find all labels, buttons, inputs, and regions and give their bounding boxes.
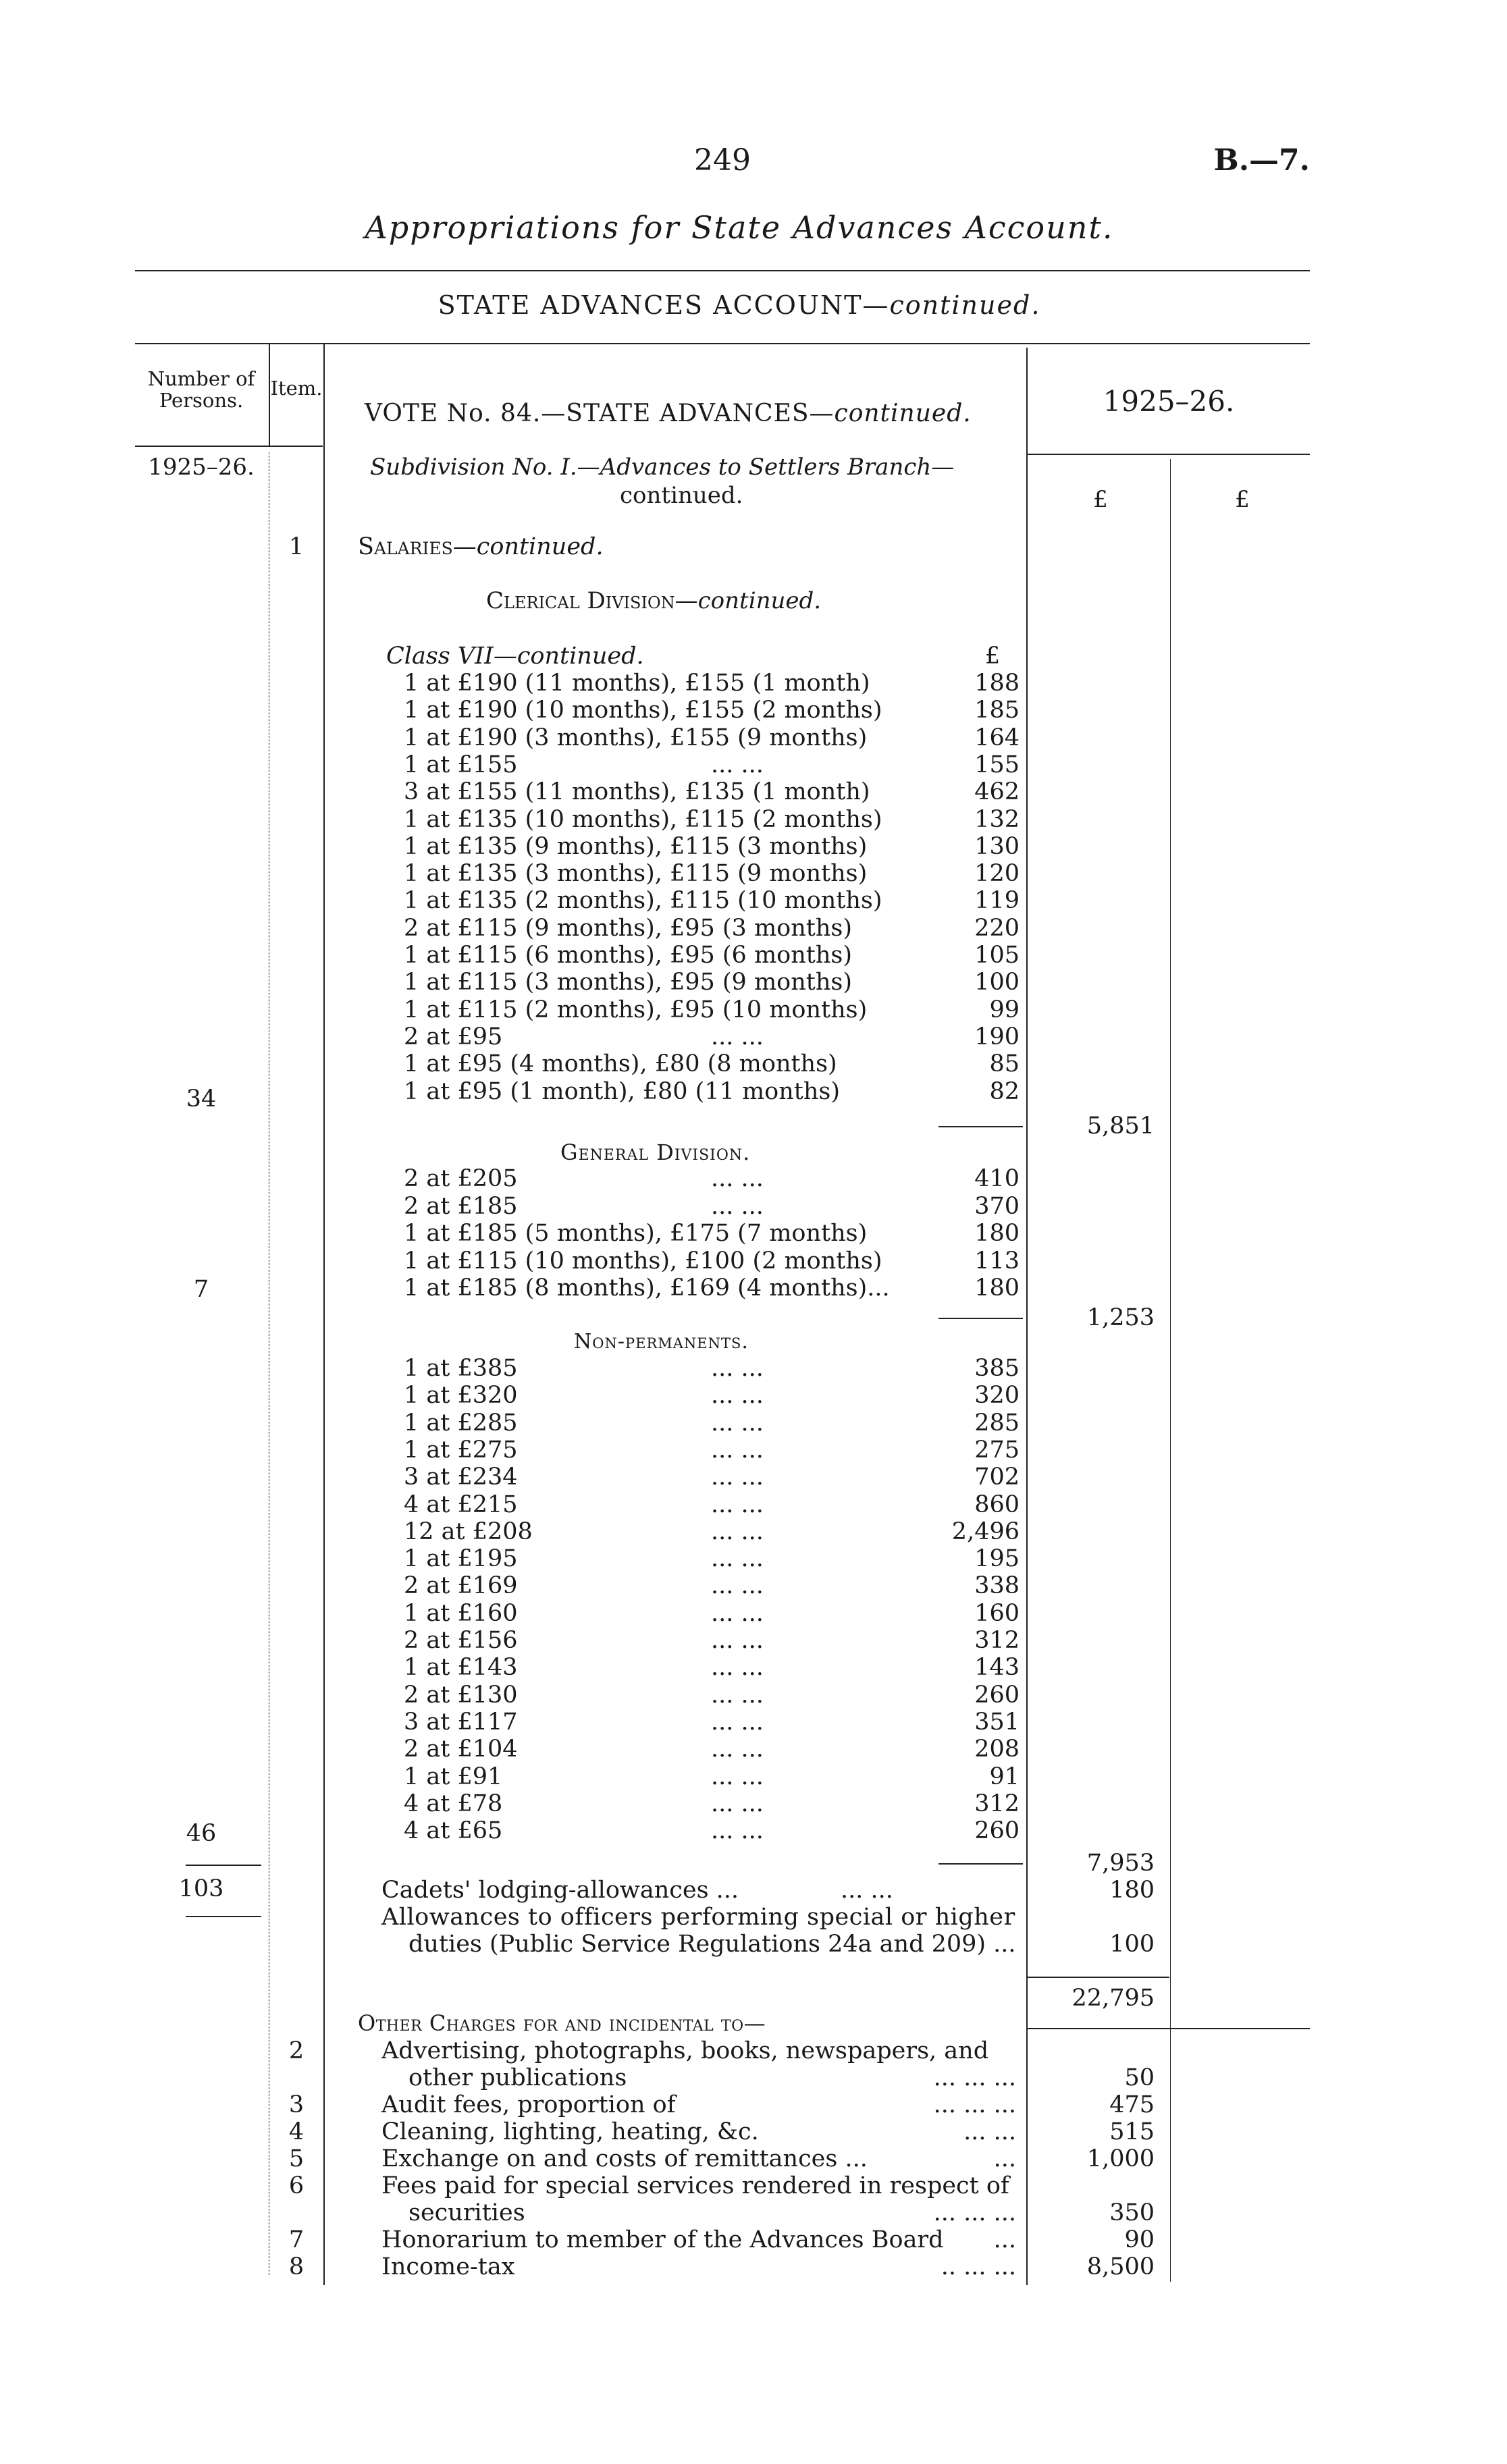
general-row bbox=[404, 1165, 1020, 1192]
other-charge-amount: 515 bbox=[1109, 2118, 1155, 2145]
col-divider-subtotal bbox=[1170, 459, 1171, 2282]
other-charge-amount: 8,500 bbox=[1086, 2253, 1155, 2280]
nonperm-row-label: 12 at £208 bbox=[404, 1518, 533, 1545]
general-row-label: 1 at £185 (5 months), £175 (7 months) bbox=[404, 1220, 868, 1247]
nonperm-row-label: 1 at £143 bbox=[404, 1654, 518, 1682]
clerical-subtotal-rule bbox=[938, 1126, 1023, 1127]
nonperm-row bbox=[404, 1572, 1020, 1599]
clerical-persons: 34 bbox=[186, 1086, 217, 1113]
salaries-total: 22,795 bbox=[1072, 1985, 1155, 2012]
nonperm-row bbox=[404, 1437, 1020, 1464]
clerical-row-amount: 85 bbox=[989, 1050, 1020, 1078]
general-row-label: 2 at £185 bbox=[404, 1192, 518, 1220]
clerical-row-label: 1 at £135 (2 months), £115 (10 months) bbox=[404, 887, 882, 915]
nonperm-row-dots: ... ... bbox=[711, 1491, 764, 1518]
clerical-row bbox=[404, 887, 1020, 914]
clerical-row-amount: 105 bbox=[974, 942, 1020, 969]
clerical-row bbox=[404, 697, 1020, 724]
class-vii-heading bbox=[386, 643, 644, 670]
clerical-row-label: 1 at £190 (11 months), £155 (1 month) bbox=[404, 670, 870, 697]
nonperm-row-dots: ... ... bbox=[711, 1464, 764, 1491]
persons-total-rule-bottom bbox=[186, 1916, 261, 1917]
clerical-continued: —continued. bbox=[675, 587, 822, 614]
nonperm-row-dots: ... ... bbox=[711, 1545, 764, 1573]
year-column-header: 1925–26. bbox=[1103, 385, 1235, 418]
nonperm-row-amount: 208 bbox=[974, 1736, 1020, 1763]
clerical-row bbox=[404, 942, 1020, 969]
nonperm-row bbox=[404, 1709, 1020, 1736]
vote-title: VOTE No. 84.—STATE ADVANCES bbox=[365, 400, 810, 427]
officers-allowance-line1: Allowances to officers performing special or higher bbox=[381, 1904, 1015, 1931]
other-charge-label: Honorarium to member of the Advances Board bbox=[381, 2226, 944, 2253]
nonperm-row-dots: ... ... bbox=[711, 1763, 764, 1790]
nonperm-row-dots: ... ... bbox=[711, 1627, 764, 1654]
nonperm-row-dots: ... ... bbox=[711, 1790, 764, 1817]
clerical-row bbox=[404, 806, 1020, 833]
general-subtotal-rule bbox=[938, 1318, 1023, 1319]
other-charge-amount: 90 bbox=[1124, 2226, 1155, 2253]
nonperm-row-label: 1 at £320 bbox=[404, 1382, 518, 1410]
nonperm-row-label: 4 at £215 bbox=[404, 1491, 518, 1518]
nonperm-row-amount: 285 bbox=[974, 1409, 1020, 1437]
col-divider-item bbox=[323, 344, 325, 2285]
clerical-row-label: 2 at £95 bbox=[404, 1023, 503, 1050]
section-heading bbox=[270, 290, 1209, 320]
other-charge-label-continued: other publications bbox=[408, 2064, 627, 2091]
general-row-label: 1 at £185 (8 months), £169 (4 months)... bbox=[404, 1275, 890, 1302]
nonperm-row bbox=[404, 1790, 1020, 1817]
other-charges-heading: Other Charges for and incidental to— bbox=[358, 2010, 766, 2036]
nonperm-row-dots: ... ... bbox=[711, 1572, 764, 1600]
total-persons: 103 bbox=[178, 1875, 224, 1902]
title-rule bbox=[135, 270, 1310, 271]
nonperm-total: 7,953 bbox=[1086, 1850, 1155, 1877]
nonperm-persons: 46 bbox=[186, 1820, 217, 1847]
header-bottom-rule bbox=[135, 446, 323, 447]
nonperm-row-label: 2 at £169 bbox=[404, 1572, 518, 1600]
general-row-amount: 370 bbox=[974, 1192, 1020, 1220]
other-charge-label: Cleaning, lighting, heating, &c. bbox=[381, 2118, 759, 2145]
clerical-division-heading bbox=[486, 587, 821, 614]
clerical-row bbox=[404, 860, 1020, 887]
nonperm-row-amount: 320 bbox=[974, 1382, 1020, 1410]
other-charge-amount: 50 bbox=[1124, 2064, 1155, 2091]
class-label: Class VII bbox=[386, 643, 494, 670]
clerical-label: Clerical Division bbox=[486, 587, 675, 614]
other-charge-item-number: 3 bbox=[288, 2091, 305, 2118]
clerical-row-amount: 132 bbox=[974, 805, 1020, 833]
nonperm-row bbox=[404, 1736, 1020, 1763]
salaries-heading bbox=[358, 533, 604, 560]
nonperm-row-amount: 91 bbox=[989, 1763, 1020, 1790]
other-charge-label: Fees paid for special services rendered in respect of bbox=[381, 2172, 1009, 2199]
other-charge-amount: 475 bbox=[1109, 2091, 1155, 2118]
nonperm-row-dots: ... ... bbox=[711, 1681, 764, 1709]
general-row-dots: ... ... bbox=[711, 1192, 764, 1220]
clerical-row-label: 1 at £190 (10 months), £155 (2 months) bbox=[404, 697, 882, 724]
other-charge-amount: 1,000 bbox=[1086, 2145, 1155, 2172]
clerical-row-amount: 188 bbox=[974, 670, 1020, 697]
nonperm-row-amount: 195 bbox=[974, 1545, 1020, 1573]
nonperm-row-label: 4 at £78 bbox=[404, 1790, 503, 1817]
other-charge-dots: .. ... ... bbox=[941, 2253, 1016, 2280]
class-continued: —continued. bbox=[493, 643, 644, 670]
nonperm-row-label: 2 at £130 bbox=[404, 1681, 518, 1709]
general-row bbox=[404, 1220, 1020, 1247]
general-persons: 7 bbox=[193, 1276, 209, 1303]
nonperm-row-dots: ... ... bbox=[711, 1708, 764, 1736]
other-charge-dots: ... bbox=[993, 2226, 1016, 2253]
nonperm-row-label: 1 at £160 bbox=[404, 1599, 518, 1627]
clerical-row-label: 1 at £95 (1 month), £80 (11 months) bbox=[404, 1077, 841, 1105]
nonperm-row-amount: 702 bbox=[974, 1464, 1020, 1491]
other-charge-amount: 350 bbox=[1109, 2199, 1155, 2226]
clerical-row-amount: 130 bbox=[974, 832, 1020, 860]
nonperm-row-amount: 2,496 bbox=[951, 1518, 1020, 1545]
subdivision-heading: Subdivision No. I.—Advances to Settlers Branch— bbox=[370, 454, 955, 481]
clerical-row bbox=[404, 670, 1020, 697]
general-row-dots: ... ... bbox=[711, 1165, 764, 1192]
clerical-row bbox=[404, 969, 1020, 996]
nonperm-row-label: 3 at £117 bbox=[404, 1708, 518, 1736]
section-title: STATE ADVANCES ACCOUNT bbox=[438, 290, 863, 320]
nonperm-subtotal-rule bbox=[938, 1863, 1023, 1865]
clerical-row-label: 1 at £115 (6 months), £95 (6 months) bbox=[404, 942, 852, 969]
nonperm-row bbox=[404, 1545, 1020, 1572]
other-charge-dots: ... bbox=[993, 2145, 1016, 2172]
salaries-continued: —continued. bbox=[452, 533, 604, 560]
nonperm-row bbox=[404, 1763, 1020, 1790]
salaries-total-rule-bottom bbox=[1028, 2028, 1310, 2029]
nonperm-row-amount: 260 bbox=[974, 1681, 1020, 1709]
clerical-row-amount: 120 bbox=[974, 860, 1020, 888]
general-row bbox=[404, 1275, 1020, 1302]
nonperm-row-amount: 385 bbox=[974, 1355, 1020, 1382]
other-charge-dots: ... ... bbox=[963, 2118, 1016, 2145]
other-charge-item-number: 7 bbox=[288, 2226, 305, 2253]
nonperm-row-amount: 351 bbox=[974, 1708, 1020, 1736]
clerical-row bbox=[404, 1023, 1020, 1050]
clerical-row-label: 1 at £135 (10 months), £115 (2 months) bbox=[404, 805, 882, 833]
nonperm-row-dots: ... ... bbox=[711, 1654, 764, 1682]
clerical-row-label: 1 at £135 (3 months), £115 (9 months) bbox=[404, 860, 868, 888]
nonperm-row bbox=[404, 1682, 1020, 1709]
other-charge-label: Audit fees, proportion of bbox=[381, 2091, 676, 2118]
clerical-row-label: 1 at £135 (9 months), £115 (3 months) bbox=[404, 832, 868, 860]
nonperm-row bbox=[404, 1491, 1020, 1518]
officers-allowance-line2: duties (Public Service Regulations 24a and 209) ... bbox=[408, 1931, 1016, 1958]
other-charge-dots: ... ... ... bbox=[933, 2064, 1016, 2091]
clerical-row bbox=[404, 778, 1020, 805]
clerical-row-amount: 119 bbox=[974, 887, 1020, 915]
page-title: Appropriations for State Advances Account. bbox=[365, 209, 1114, 246]
other-charge-item-number: 4 bbox=[288, 2118, 305, 2145]
nonperm-row-amount: 143 bbox=[974, 1654, 1020, 1682]
nonperm-row-dots: ... ... bbox=[711, 1817, 764, 1845]
other-charge-label: Income-tax bbox=[381, 2253, 515, 2280]
other-charge-item-number: 6 bbox=[288, 2172, 305, 2199]
clerical-row bbox=[404, 833, 1020, 860]
clerical-row-label: 1 at £115 (2 months), £95 (10 months) bbox=[404, 996, 868, 1023]
general-row bbox=[404, 1248, 1020, 1275]
clerical-row-amount: 190 bbox=[974, 1023, 1020, 1050]
section-continued: —continued. bbox=[862, 290, 1041, 320]
clerical-row-amount: 99 bbox=[989, 996, 1020, 1023]
clerical-row-amount: 100 bbox=[974, 969, 1020, 996]
nonperm-row-label: 2 at £156 bbox=[404, 1627, 518, 1654]
nonperm-row-dots: ... ... bbox=[711, 1382, 764, 1410]
nonperm-row bbox=[404, 1518, 1020, 1545]
nonperm-row-amount: 338 bbox=[974, 1572, 1020, 1600]
nonperm-row bbox=[404, 1817, 1020, 1844]
year-left-header: 1925–26. bbox=[148, 454, 255, 481]
nonperm-row-label: 1 at £275 bbox=[404, 1436, 518, 1464]
cadets-allowance-label: Cadets' lodging-allowances ... bbox=[381, 1877, 739, 1904]
nonperm-row-label: 2 at £104 bbox=[404, 1736, 518, 1763]
nonperm-row-dots: ... ... bbox=[711, 1518, 764, 1545]
clerical-row bbox=[404, 915, 1020, 942]
clerical-row-dots: ... ... bbox=[711, 751, 764, 778]
item-number-salaries: 1 bbox=[288, 533, 305, 560]
other-charge-dots: ... ... ... bbox=[933, 2091, 1016, 2118]
clerical-row-amount: 82 bbox=[989, 1077, 1020, 1105]
salaries-total-rule-top bbox=[1028, 1977, 1169, 1978]
clerical-row-amount: 185 bbox=[974, 697, 1020, 724]
nonperm-row-dots: ... ... bbox=[711, 1355, 764, 1382]
cadets-allowance-row bbox=[381, 1877, 1020, 1904]
general-total: 1,253 bbox=[1086, 1304, 1155, 1331]
nonperm-row-amount: 275 bbox=[974, 1436, 1020, 1464]
clerical-row-amount: 155 bbox=[974, 751, 1020, 778]
nonperm-row-dots: ... ... bbox=[711, 1599, 764, 1627]
page-number: 249 bbox=[694, 143, 751, 178]
clerical-row bbox=[404, 1078, 1020, 1105]
col-divider-amount bbox=[1026, 348, 1028, 2285]
nonperm-row bbox=[404, 1382, 1020, 1409]
cadets-allowance-dots: ... ... bbox=[841, 1877, 893, 1904]
clerical-row-label: 1 at £155 bbox=[404, 751, 518, 778]
nonperm-row-label: 1 at £385 bbox=[404, 1355, 518, 1382]
nonperm-row-label: 1 at £195 bbox=[404, 1545, 518, 1573]
clerical-row-label: 3 at £155 (11 months), £135 (1 month) bbox=[404, 778, 870, 806]
general-row-amount: 113 bbox=[974, 1247, 1020, 1275]
nonperm-row-dots: ... ... bbox=[711, 1736, 764, 1763]
other-charge-dots: ... ... ... bbox=[933, 2199, 1016, 2226]
nonperm-row-label: 3 at £234 bbox=[404, 1464, 518, 1491]
nonperm-row bbox=[404, 1355, 1020, 1382]
other-charge-item-number: 5 bbox=[288, 2145, 305, 2172]
clerical-row bbox=[404, 1050, 1020, 1077]
general-row-amount: 410 bbox=[974, 1165, 1020, 1192]
nonperm-row-dots: ... ... bbox=[711, 1409, 764, 1437]
clerical-row-label: 2 at £115 (9 months), £95 (3 months) bbox=[404, 914, 852, 942]
clerical-row bbox=[404, 996, 1020, 1023]
general-row-amount: 180 bbox=[974, 1275, 1020, 1302]
nonperm-row bbox=[404, 1627, 1020, 1654]
header-bottom-rule-right bbox=[1028, 454, 1310, 455]
nonperm-row-amount: 260 bbox=[974, 1817, 1020, 1845]
officers-allowance-amount: 100 bbox=[1109, 1931, 1155, 1958]
nonperm-row-label: 1 at £285 bbox=[404, 1409, 518, 1437]
item-header: Item. bbox=[270, 377, 323, 400]
nonperm-row bbox=[404, 1410, 1020, 1437]
general-division-heading: General Division. bbox=[560, 1140, 751, 1165]
cadets-allowance-amount: 180 bbox=[1109, 1877, 1155, 1904]
pound-symbol-detail: £ bbox=[984, 643, 1001, 670]
other-charge-item-number: 2 bbox=[288, 2037, 305, 2064]
salaries-label: Salaries bbox=[358, 533, 453, 560]
pound-symbol-total: £ bbox=[1235, 486, 1250, 513]
nonperm-row-amount: 312 bbox=[974, 1790, 1020, 1817]
clerical-row-amount: 164 bbox=[974, 724, 1020, 751]
vote-continued: —continued. bbox=[809, 400, 972, 427]
nonperm-row-dots: ... ... bbox=[711, 1436, 764, 1464]
table-top-rule bbox=[135, 343, 1310, 344]
other-charge-label: Advertising, photographs, books, newspapers, and bbox=[381, 2037, 989, 2064]
non-permanents-heading: Non-permanents. bbox=[574, 1330, 749, 1354]
nonperm-row bbox=[404, 1464, 1020, 1491]
clerical-row bbox=[404, 751, 1020, 778]
general-row-label: 1 at £115 (10 months), £100 (2 months) bbox=[404, 1247, 882, 1275]
clerical-total: 5,851 bbox=[1086, 1113, 1155, 1140]
vote-heading bbox=[365, 400, 972, 427]
number-of-persons-header: Number of Persons. bbox=[147, 367, 255, 412]
general-row bbox=[404, 1193, 1020, 1220]
nonperm-row-amount: 860 bbox=[974, 1491, 1020, 1518]
nonperm-row-label: 4 at £65 bbox=[404, 1817, 503, 1845]
clerical-row-label: 1 at £95 (4 months), £80 (8 months) bbox=[404, 1050, 837, 1078]
general-row-label: 2 at £205 bbox=[404, 1165, 518, 1192]
document-reference: B.—7. bbox=[1213, 143, 1310, 178]
clerical-row-dots: ... ... bbox=[711, 1023, 764, 1050]
nonperm-row-amount: 160 bbox=[974, 1599, 1020, 1627]
pound-symbol-subtotal: £ bbox=[1093, 486, 1108, 513]
general-row-amount: 180 bbox=[974, 1220, 1020, 1247]
clerical-row-amount: 462 bbox=[974, 778, 1020, 806]
nonperm-row-label: 1 at £91 bbox=[404, 1763, 503, 1790]
subdivision-continued: continued. bbox=[620, 482, 743, 509]
clerical-row-label: 1 at £115 (3 months), £95 (9 months) bbox=[404, 969, 852, 996]
clerical-row-label: 1 at £190 (3 months), £155 (9 months) bbox=[404, 724, 868, 751]
persons-total-rule-top bbox=[186, 1865, 261, 1866]
other-charge-label: Exchange on and costs of remittances ... bbox=[381, 2145, 868, 2172]
nonperm-row bbox=[404, 1654, 1020, 1681]
clerical-row bbox=[404, 724, 1020, 751]
clerical-row-amount: 220 bbox=[974, 914, 1020, 942]
other-charge-label-continued: securities bbox=[408, 2199, 525, 2226]
other-charge-item-number: 8 bbox=[288, 2253, 305, 2280]
nonperm-row-amount: 312 bbox=[974, 1627, 1020, 1654]
nonperm-row bbox=[404, 1600, 1020, 1627]
